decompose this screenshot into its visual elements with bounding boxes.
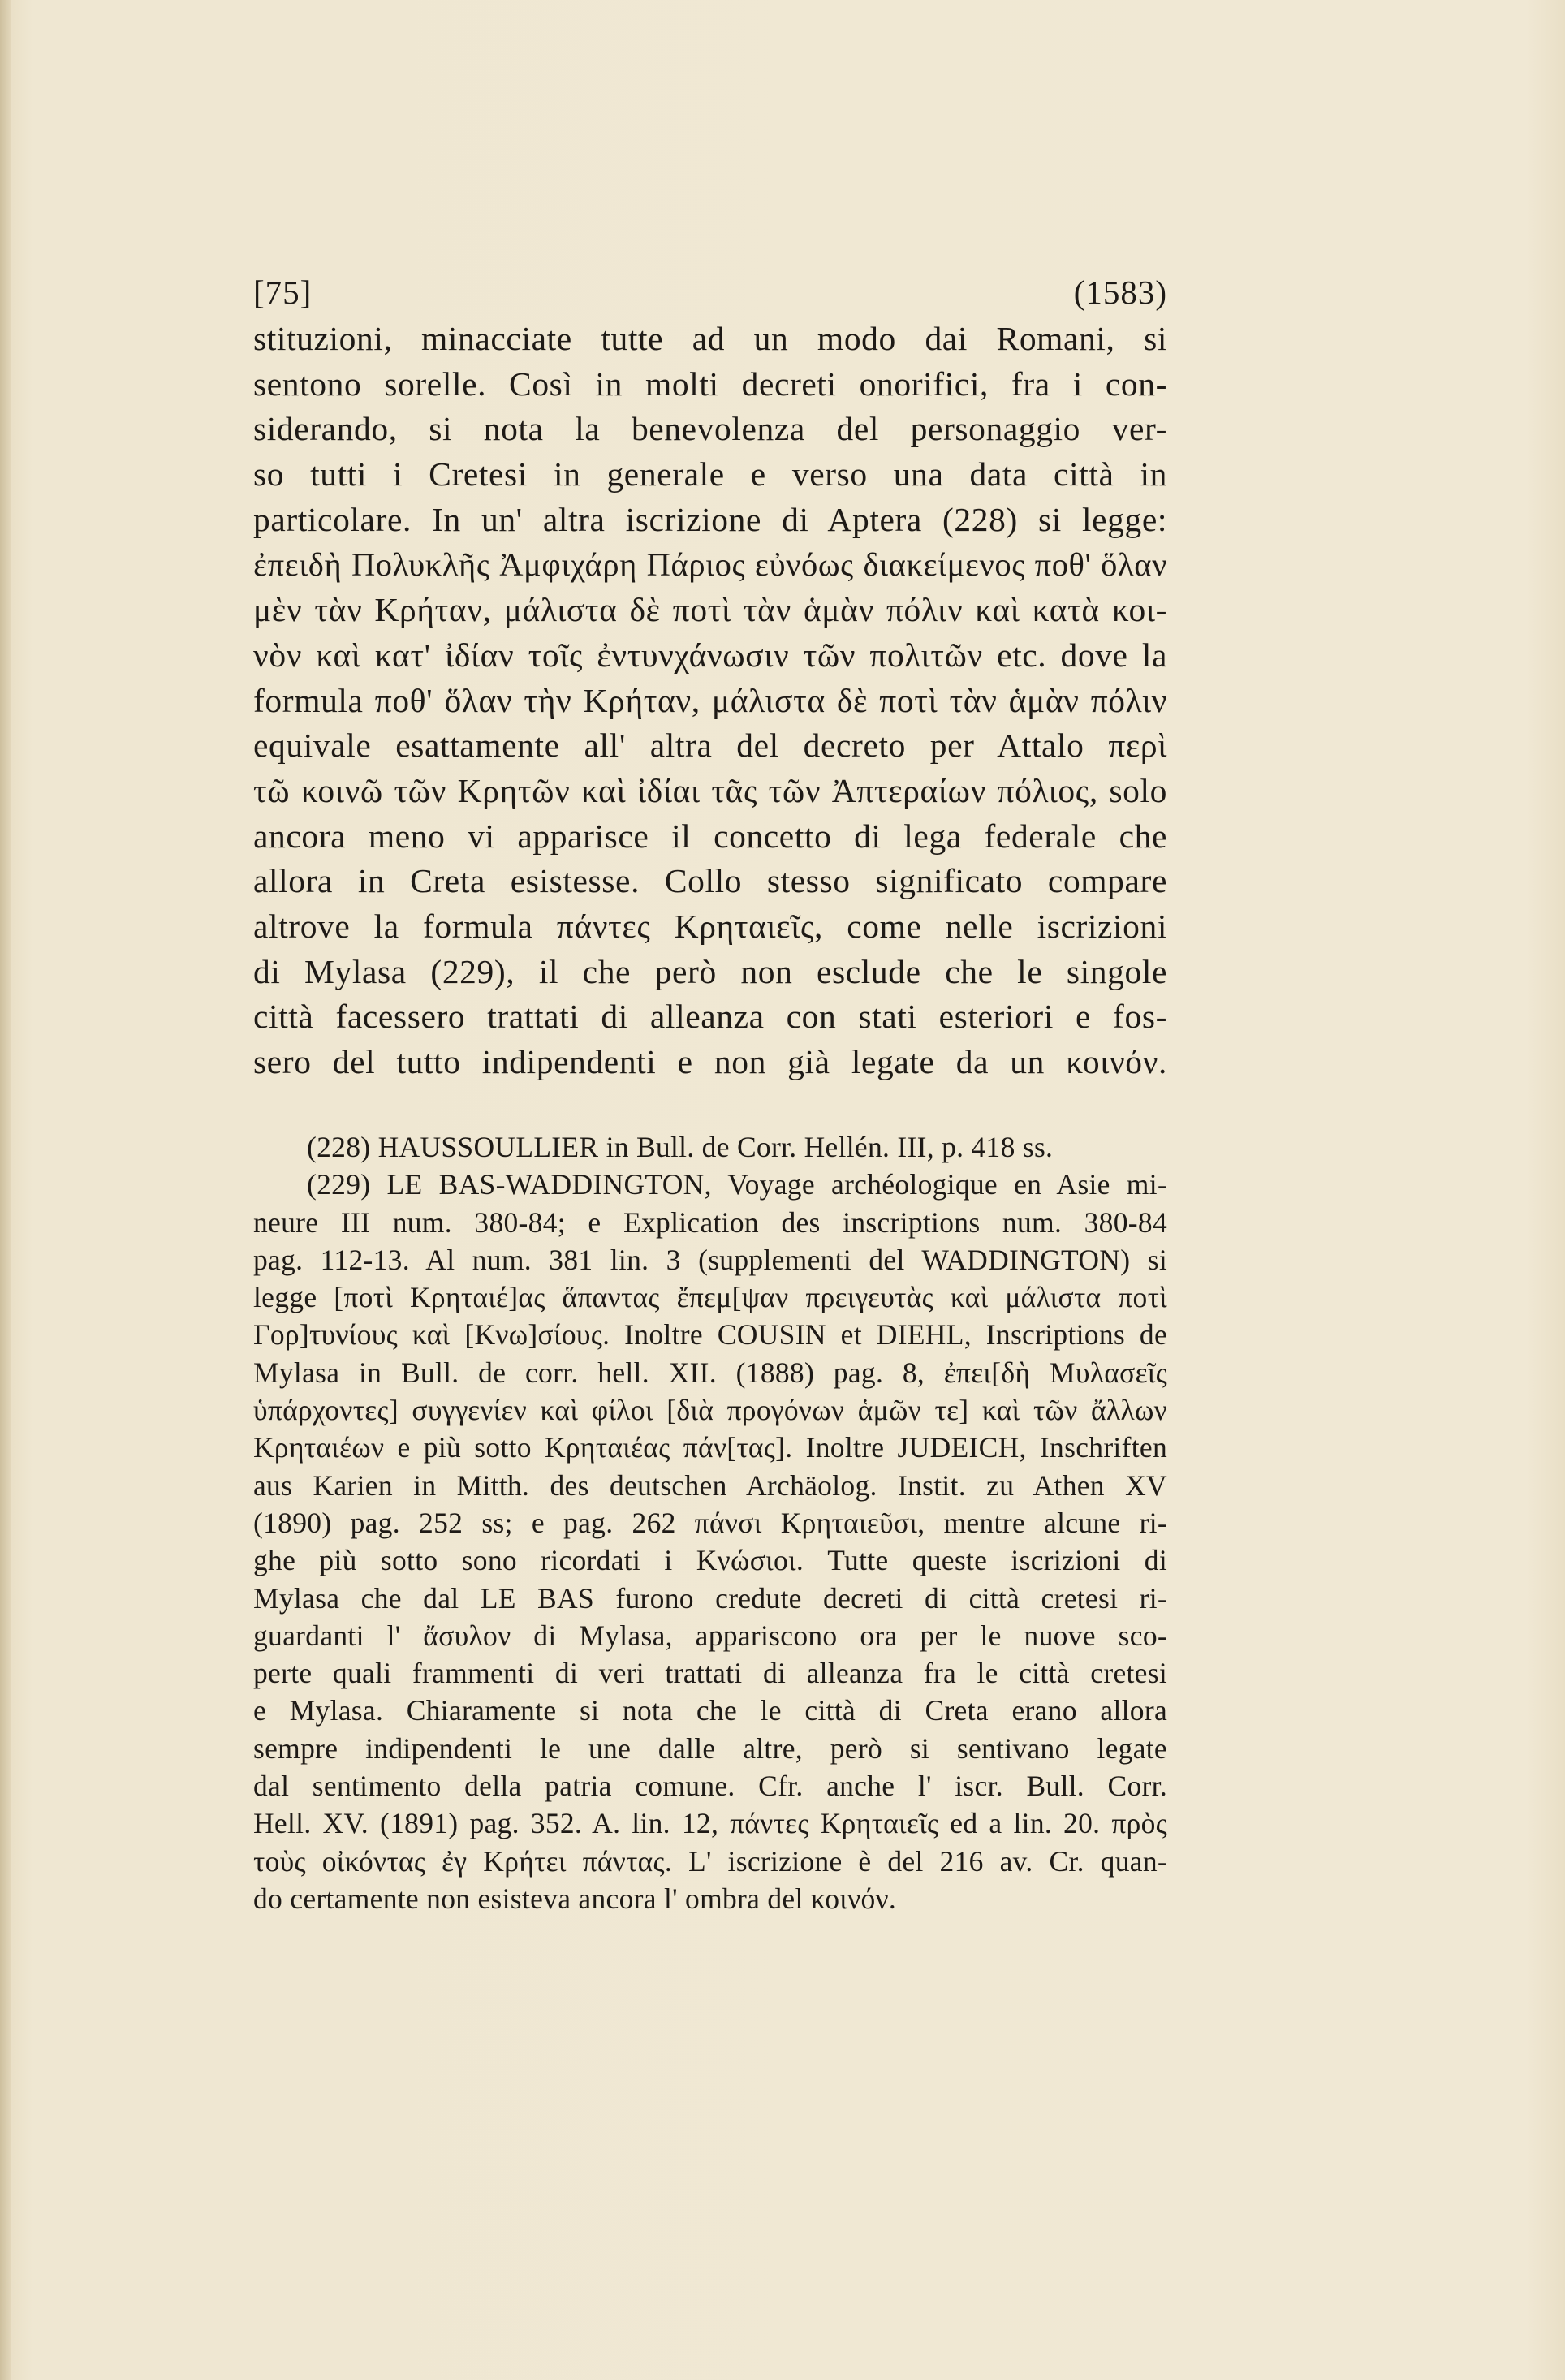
body-line: ἐπειδὴ Πολυκλῆς Ἀμφιχάρη Πάριος εὐνόως διακείμενος ποθ' ὅλαν [253,546,1167,584]
footnote-line: neure III num. 380-84; e Explication des inscriptions num. 380-84 [253,1205,1167,1239]
footnote-line: (1890) pag. 252 ss; e pag. 262 πάνσι Κρηταιεῦσι, mentre alcune ri- [253,1506,1167,1539]
page-header [253,273,1167,313]
body-line: di Mylasa (229), il che però non esclude che le singole [253,952,1167,990]
footnote-line: ὑπάρχοντες] συγγενίεν καὶ φίλοι [διὰ προγόνων ἁμῶν τε] καὶ τῶν ἄλλων [253,1394,1167,1427]
footnote-line: sempre indipendenti le une dalle altre, però si sentivano legate [253,1731,1167,1765]
body-line: formula ποθ' ὅλαν τὴν Κρήταν, μάλιστα δὲ ποτὶ τὰν ἁμὰν πόλιν [253,681,1167,719]
footnote-line: guardanti l' ἄσυλον di Mylasa, appariscono ora per le nuove sco- [253,1619,1167,1652]
body-line: μὲν τὰν Κρήταν, μάλιστα δὲ ποτὶ τὰν ἁμὰν πόλιν καὶ κατὰ κοι- [253,591,1167,629]
footnote-line: Mylasa in Bull. de corr. hell. XII. (1888) pag. 8, ἐπει[δὴ Μυλασεῖς [253,1356,1167,1389]
body-line: allora in Creta esistesse. Collo stesso significato compare [253,862,1167,900]
body-line: τῶ κοινῶ τῶν Κρητῶν καὶ ἰδίαι τᾶς τῶν Ἀπτεραίων πόλιος, solo [253,771,1167,809]
body-line: sentono sorelle. Così in molti decreti onorifici, fra i con- [253,364,1167,403]
body-line: equivale esattamente all' altra del decreto per Attalo περὶ [253,727,1167,765]
body-line: particolare. In un' altra iscrizione di Aptera (228) si legge: [253,500,1167,538]
body-line: altrove la formula πάντες Κρηταιεῖς, come nelle iscrizioni [253,907,1167,945]
body-line: sero del tutto indipendenti e non già legate da un κοινόν. [253,1043,1167,1080]
page-number-parenthesized: (1583) [1073,274,1167,311]
footnote-line: legge [ποτὶ Κρηταιέ]ας ἅπαντας ἔπεμ[ψαν πρειγευτὰς καὶ μάλιστα ποτὶ [253,1281,1167,1314]
footnote-line: dal sentimento della patria comune. Cfr. anche l' iscr. Bull. Corr. [253,1770,1167,1803]
page-binding-edge [0,0,11,2380]
body-line: so tutti i Cretesi in generale e verso una data città in [253,455,1167,494]
footnote-line: Κρηταιέων e più sotto Κρηταιέας πάν[τας]. Inoltre JUDEICH, Inschriften [253,1431,1167,1464]
body-line: νὸν καὶ κατ' ἰδίαν τοῖς ἐντυνχάνωσιν τῶν πολιτῶν etc. dove la [253,636,1167,674]
footnote-line: do certamente non esisteva ancora l' ombra del κοινόν. [253,1882,897,1915]
footnote-line: Mylasa che dal LE BAS furono credute decreti di città cretesi ri- [253,1581,1167,1615]
footnote-229: (229) LE BAS-WADDINGTON, Voyage archéologique en Asie mi- [307,1168,1167,1201]
body-line: città facessero trattati di alleanza con stati esteriori e fos- [253,998,1167,1036]
main-text [253,317,1167,1085]
footnotes [253,1128,1167,1917]
footnote-line: e Mylasa. Chiaramente si nota che le città di Creta erano allora [253,1694,1167,1727]
page-number-bracketed: [75] [253,274,313,311]
footnote-line: perte quali frammenti di veri trattati di alleanza fra le città cretesi [253,1657,1167,1690]
footnote-line: Γορ]τυνίους καὶ [Κνω]σίους. Inoltre COUSIN et DIEHL, Inscriptions de [253,1318,1167,1352]
body-line: siderando, si nota la benevolenza del personaggio ver- [253,410,1167,448]
footnote-line: pag. 112-13. Al num. 381 lin. 3 (supplementi del WADDINGTON) si [253,1243,1167,1276]
footnote-line: aus Karien in Mitth. des deutschen Archäolog. Instit. zu Athen XV [253,1468,1167,1502]
footnote-228: (228) HAUSSOULLIER in Bull. de Corr. Hellén. III, p. 418 ss. [307,1131,1054,1163]
body-line: stituzioni, minacciate tutte ad un modo dai Romani, si [253,320,1167,357]
footnote-line: ghe più sotto sono ricordati i Κνώσιοι. Tutte queste iscrizioni di [253,1544,1167,1577]
body-line: ancora meno vi apparisce il concetto di lega federale che [253,817,1167,855]
footnote-line: Hell. XV. (1891) pag. 352. A. lin. 12, πάντες Κρηταιεῖς ed a lin. 20. πρὸς [253,1807,1167,1840]
footnote-line: τοὺς οἰκόντας ἐγ Κρήτει πάντας. L' iscrizione è del 216 av. Cr. quan- [253,1844,1167,1878]
